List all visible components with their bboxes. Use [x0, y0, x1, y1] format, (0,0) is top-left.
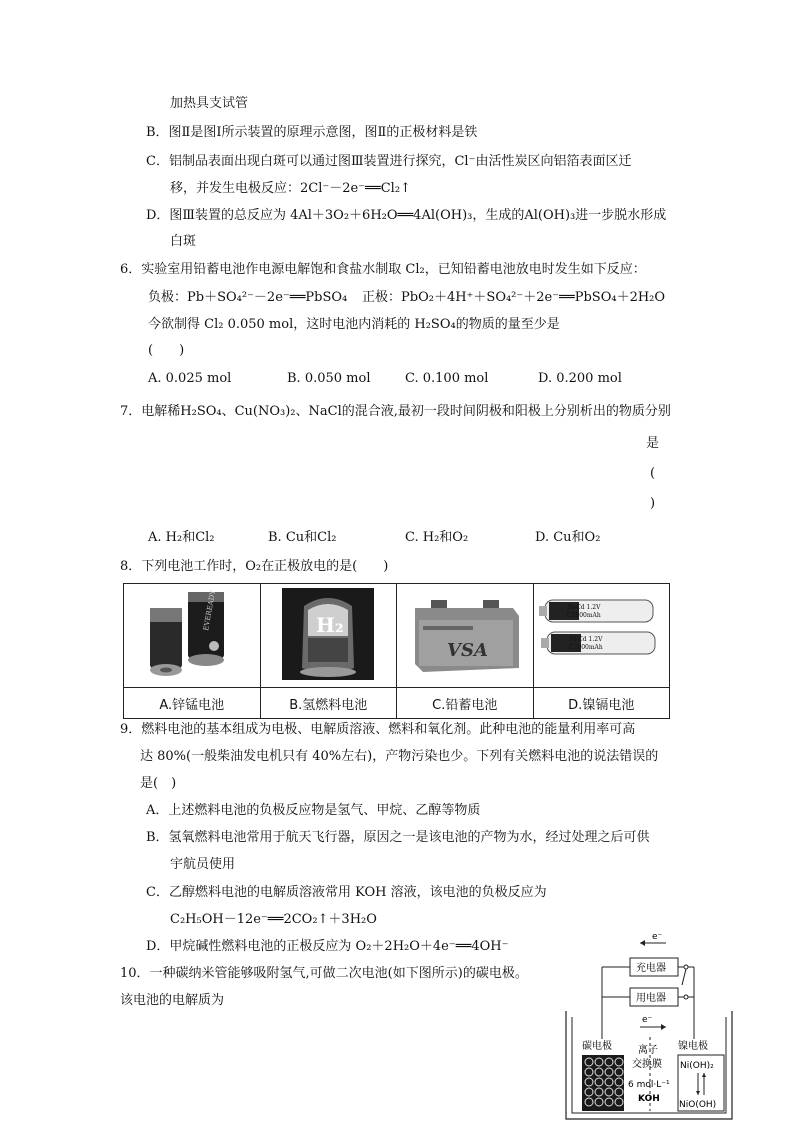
q9-option-c-line2: C₂H₅OH－12e⁻══2CO₂↑＋3H₂O — [170, 912, 377, 927]
battery-table — [123, 583, 670, 719]
battery-a-brand-text: EVEREADY — [201, 589, 217, 631]
lead-acid-battery-image — [401, 586, 529, 682]
battery-d-label-2: Ni-Cd 1.2V — [569, 635, 603, 643]
secondary-battery-diagram — [562, 925, 734, 1121]
caption-b: B.氢燃料电池 — [260, 688, 397, 719]
battery-c-image-cell — [397, 584, 534, 688]
q7-option-c: C. H₂和O₂ — [405, 530, 469, 545]
diagram-nickel-electrode-label: 镍电极 — [678, 1041, 708, 1052]
diagram-niooh-label: NiO(OH) — [679, 1100, 717, 1110]
q6-positive-electrode: 正极：PbO₂＋4H⁺＋SO₄²⁻＋2e⁻══PbSO₄＋2H₂O — [362, 290, 666, 305]
q9-option-b-line2: 宇航员使用 — [170, 857, 236, 872]
q5-option-c-line1: C．铝制品表面出现白斑可以通过图Ⅲ装置进行探究，Cl⁻由活性炭区向铝箔表面区迁 — [146, 154, 632, 169]
diagram-ion-label: 离子 — [638, 1045, 658, 1056]
q6-option-b: B. 0.050 mol — [287, 371, 371, 386]
q5-option-d-line1: D．图Ⅲ装置的总反应为 4Al＋3O₂＋6H₂O══4Al(OH)₃，生成的Al(OH)₃进一步脱水形成 — [146, 208, 667, 223]
q6-question: 今欲制得 Cl₂ 0.050 mol，这时电池内消耗的 H₂SO₄的物质的量至少是 — [148, 317, 560, 332]
q6-option-c: C. 0.100 mol — [405, 371, 489, 386]
q10-stem-line2: 该电池的电解质为 — [120, 993, 225, 1008]
q7-paren-open: ( — [650, 466, 656, 481]
caption-c: C.铅蓄电池 — [397, 688, 534, 719]
q5-option-a-continuation: 加热具支试管 — [170, 96, 249, 111]
q7-stem-tail: 是 — [646, 436, 660, 451]
q7-stem: 7．电解稀H₂SO₄、Cu(NO₃)₂、NaCl的混合液,最初一段时间阴极和阳极上分别析出的物质分别 — [120, 404, 671, 419]
diagram-carbon-electrode-label: 碳电极 — [582, 1041, 612, 1052]
q7-option-d: D. Cu和O₂ — [535, 530, 601, 545]
q7-option-b: B. Cu和Cl₂ — [268, 530, 337, 545]
caption-a: A.锌锰电池 — [124, 688, 261, 719]
diagram-electron-top: e⁻ — [652, 932, 663, 942]
hydrogen-fuel-cell-image — [264, 586, 392, 682]
caption-d: D.镍镉电池 — [533, 688, 670, 719]
battery-c-brand-text: VSA — [446, 639, 488, 661]
q9-option-b-line1: B．氢氧燃料电池常用于航天飞行器，原因之一是该电池的产物为水，经过处理之后可供 — [146, 830, 650, 845]
q6-negative-electrode: 负极：Pb＋SO₄²⁻－2e⁻══PbSO₄ — [148, 290, 348, 305]
q9-option-a: A．上述燃料电池的负极反应物是氢气、甲烷、乙醇等物质 — [146, 803, 481, 818]
battery-d-image-cell — [533, 584, 670, 688]
q9-option-c-line1: C．乙醇燃料电池的电解质溶液常用 KOH 溶液，该电池的负极反应为 — [146, 885, 547, 900]
battery-d-capacity-1: C2000mAh — [567, 611, 601, 619]
diagram-charger-label: 充电器 — [636, 963, 666, 974]
q7-paren-close: ) — [650, 496, 656, 511]
q5-option-d-line2: 白斑 — [170, 234, 197, 249]
diagram-electron-bottom: e⁻ — [642, 1015, 653, 1025]
battery-d-label-1: Ni-Cd 1.2V — [567, 603, 601, 611]
diagram-exchange-membrane-label: 交换膜 — [632, 1059, 662, 1070]
diagram-user-label: 用电器 — [636, 993, 666, 1004]
arrow-right-icon — [661, 1024, 666, 1030]
q10-stem-line1: 10．一种碳纳米管能够吸附氢气,可做二次电池(如下图所示)的碳电极。 — [120, 966, 528, 981]
diagram-koh-label: KOH — [638, 1094, 660, 1104]
q6-option-d: D. 0.200 mol — [538, 371, 622, 386]
diagram-niohh2-label: Ni(OH)₂ — [680, 1061, 714, 1071]
diagram-concentration-label: 6 mol·L⁻¹ — [628, 1080, 670, 1090]
q8-stem: 8．下列电池工作时，O₂在正极放电的是( ) — [120, 559, 389, 574]
q9-option-d: D．甲烷碱性燃料电池的正极反应为 O₂＋2H₂O＋4e⁻══4OH⁻ — [146, 939, 509, 954]
battery-a-image-cell — [124, 584, 261, 688]
q6-option-a: A. 0.025 mol — [148, 371, 232, 386]
zinc-manganese-battery-image — [128, 586, 256, 682]
battery-d-capacity-2: C2000mAh — [569, 643, 603, 651]
q6-answer-paren: ( ) — [148, 343, 185, 358]
q5-option-c-line2: 移，并发生电极反应：2Cl⁻－2e⁻══Cl₂↑ — [170, 181, 411, 196]
arrow-left-icon — [640, 940, 645, 946]
q9-stem-line2: 达 80%(一般柴油发电机只有 40%左右)，产物污染也少。下列有关燃料电池的说法错误的 — [140, 749, 659, 764]
q5-option-b: B．图Ⅱ是图Ⅰ所示装置的原理示意图，图Ⅱ的正极材料是铁 — [146, 125, 478, 140]
battery-b-image-cell — [260, 584, 397, 688]
q9-stem-line3: 是( ) — [140, 776, 177, 791]
q7-option-a: A. H₂和Cl₂ — [148, 530, 215, 545]
nickel-cadmium-battery-image — [537, 586, 665, 682]
q9-stem-line1: 9．燃料电池的基本组成为电极、电解质溶液、燃料和氧化剂。此种电池的能量利用率可高 — [120, 722, 636, 737]
battery-b-h2-text: H₂ — [316, 612, 344, 637]
q6-stem: 6．实验室用铅蓄电池作电源电解饱和食盐水制取 Cl₂，已知铅蓄电池放电时发生如下反应： — [120, 262, 646, 277]
